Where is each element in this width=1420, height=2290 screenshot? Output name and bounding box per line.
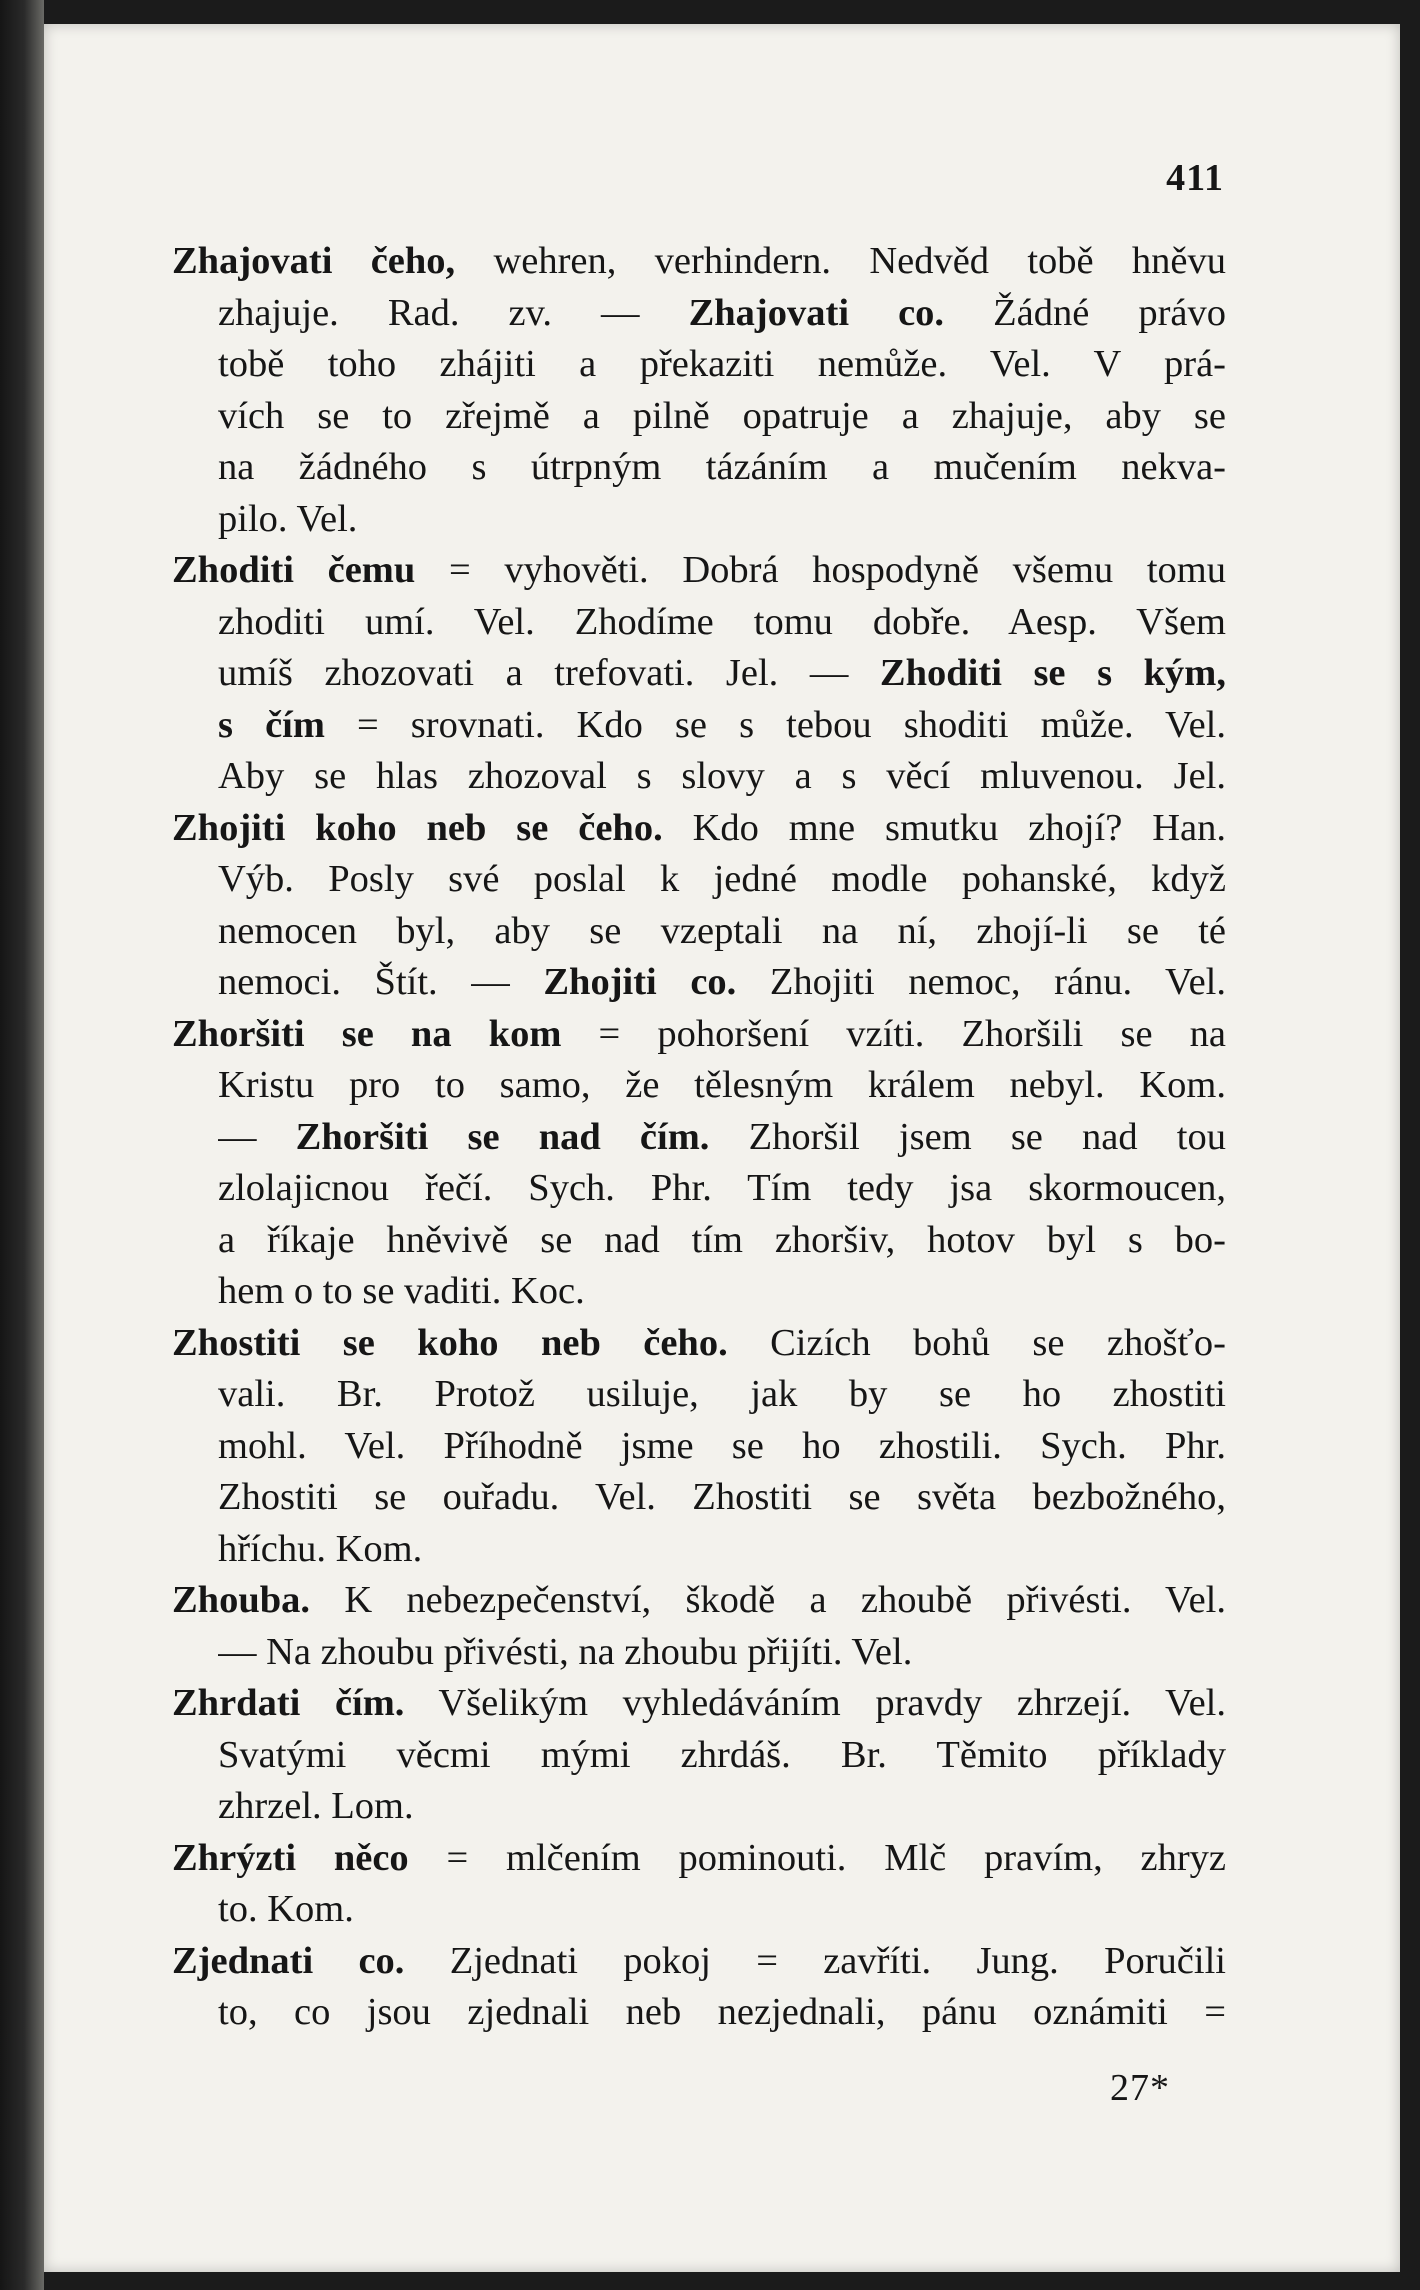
headword: s čím	[218, 703, 325, 746]
headword: Zhoditi se s kým,	[879, 652, 1226, 694]
text-line	[218, 648, 1226, 700]
text-segment: zhrzel. Lom.	[218, 1785, 414, 1827]
text-segment: Zjednati pokoj = zavříti. Jung. Poručili	[404, 1939, 1226, 1982]
text-segment: Žádné právo	[944, 291, 1226, 334]
text-segment: a říkaje hněvivě se nad tím zhoršiv, hotov byl s bo-	[218, 1218, 1226, 1261]
text-segment: Kdo mne smutku zhojí? Han.	[662, 806, 1226, 849]
text-line	[218, 288, 1226, 340]
text-line	[218, 1112, 1226, 1164]
text-line	[218, 1266, 1226, 1318]
headword: Zhrýzti něco	[172, 1836, 409, 1879]
text-line	[172, 1833, 1226, 1885]
text-segment: pilo. Vel.	[218, 497, 358, 540]
text-line	[172, 545, 1226, 597]
text-line	[218, 1421, 1226, 1473]
text-segment: wehren, verhindern. Nedvěd tobě hněvu	[455, 240, 1226, 282]
text-line	[218, 1524, 1226, 1576]
text-segment: —	[218, 1115, 296, 1158]
text-segment: zlolajicnou řečí. Sych. Phr. Tím tedy jsa skormoucen,	[218, 1167, 1226, 1209]
text-line	[218, 1472, 1226, 1524]
scan-left-margin	[0, 0, 44, 2290]
page-number: 411	[1166, 157, 1224, 199]
text-line	[218, 1781, 1226, 1833]
text-line	[218, 1987, 1226, 2039]
headword: Zhojiti koho neb se čeho.	[172, 806, 663, 849]
text-segment: nemocen byl, aby se vzeptali na ní, zhojí-li se té	[218, 909, 1226, 952]
headword: Zhoršiti se nad čím.	[295, 1115, 710, 1158]
text-line	[218, 339, 1226, 391]
text-line	[172, 1575, 1226, 1627]
text-line	[172, 236, 1226, 288]
text-line	[218, 854, 1226, 906]
text-segment: = vyhověti. Dobrá hospodyně všemu tomu	[415, 549, 1226, 591]
text-line	[172, 803, 1226, 855]
text-line	[172, 1678, 1226, 1730]
text-segment: hem o to se vaditi. Koc.	[218, 1270, 585, 1312]
text-line	[218, 1163, 1226, 1215]
text-line	[218, 442, 1226, 494]
text-segment: Zhostiti se ouřadu. Vel. Zhostiti se světa bezbožného,	[218, 1476, 1226, 1518]
text-line	[218, 1627, 1226, 1679]
text-line	[172, 1936, 1226, 1988]
text-segment: nemoci. Štít. —	[218, 961, 544, 1003]
text-segment: mohl. Vel. Příhodně jsme se ho zhostili. Sych. Phr.	[218, 1424, 1226, 1467]
text-segment: tobě toho zhájiti a překaziti nemůže. Vel. V prá-	[218, 343, 1226, 385]
text-segment: Aby se hlas zhozoval s slovy a s věcí mluvenou. Jel.	[218, 755, 1226, 797]
text-segment: Výb. Posly své poslal k jedné modle pohanské, když	[218, 858, 1226, 900]
text-line	[172, 1009, 1226, 1061]
text-line	[218, 957, 1226, 1009]
text-segment: vích se to zřejmě a pilně opatruje a zhajuje, aby se	[218, 394, 1226, 437]
text-segment: Všelikým vyhledáváním pravdy zhrzejí. Vel.	[404, 1682, 1226, 1724]
text-segment: = pohoršení vzíti. Zhoršili se na	[561, 1012, 1226, 1055]
headword: Zhoditi čemu	[172, 549, 416, 591]
text-segment: Zhoršil jsem se nad tou	[709, 1115, 1226, 1158]
text-segment: — Na zhoubu přivésti, na zhoubu přijíti. Vel.	[218, 1630, 913, 1673]
headword: Zhrdati čím.	[172, 1682, 405, 1724]
signature-mark: 27*	[1110, 2067, 1170, 2109]
headword: Zhajovati co.	[688, 291, 945, 334]
text-segment: zhajuje. Rad. zv. —	[218, 291, 689, 334]
text-line	[218, 1060, 1226, 1112]
text-line	[218, 391, 1226, 443]
text-segment: Kristu pro to samo, že tělesným králem nebyl. Kom.	[218, 1064, 1226, 1106]
text-line	[218, 700, 1226, 752]
text-segment: umíš zhozovati a trefovati. Jel. —	[218, 652, 880, 694]
headword: Zjednati co.	[172, 1939, 405, 1982]
dictionary-text	[172, 236, 1226, 2039]
headword: Zhostiti se koho neb čeho.	[172, 1321, 728, 1364]
text-segment: Svatými věcmi mými zhrdáš. Br. Těmito příklady	[218, 1733, 1226, 1776]
text-segment: to, co jsou zjednali neb nezjednali, pánu oznámiti =	[218, 1991, 1226, 2033]
text-line	[218, 1730, 1226, 1782]
text-segment: hříchu. Kom.	[218, 1527, 423, 1570]
text-line	[218, 494, 1226, 546]
text-line	[218, 597, 1226, 649]
text-segment: Zhojiti nemoc, ránu. Vel.	[736, 961, 1226, 1003]
text-line	[218, 751, 1226, 803]
text-segment: = srovnati. Kdo se s tebou shoditi může. Vel.	[324, 703, 1226, 746]
headword: Zhojiti co.	[543, 961, 737, 1003]
text-segment: K nebezpečenství, škodě a zhoubě přivésti. Vel.	[310, 1579, 1226, 1621]
text-line	[172, 1318, 1226, 1370]
text-segment: to. Kom.	[218, 1888, 354, 1930]
text-line	[218, 906, 1226, 958]
text-line	[218, 1884, 1226, 1936]
text-segment: na žádného s útrpným tázáním a mučením nekva-	[218, 446, 1226, 488]
text-line	[218, 1369, 1226, 1421]
text-segment: = mlčením pominouti. Mlč pravím, zhryz	[408, 1836, 1226, 1879]
headword: Zhajovati čeho,	[172, 240, 456, 282]
text-line	[218, 1215, 1226, 1267]
headword: Zhouba.	[172, 1579, 311, 1621]
text-segment: Cizích bohů se zhošťo-	[727, 1321, 1226, 1364]
text-segment: vali. Br. Protož usiluje, jak by se ho zhostiti	[218, 1373, 1226, 1415]
headword: Zhoršiti se na kom	[172, 1012, 562, 1055]
text-segment: zhoditi umí. Vel. Zhodíme tomu dobře. Aesp. Všem	[218, 600, 1226, 643]
